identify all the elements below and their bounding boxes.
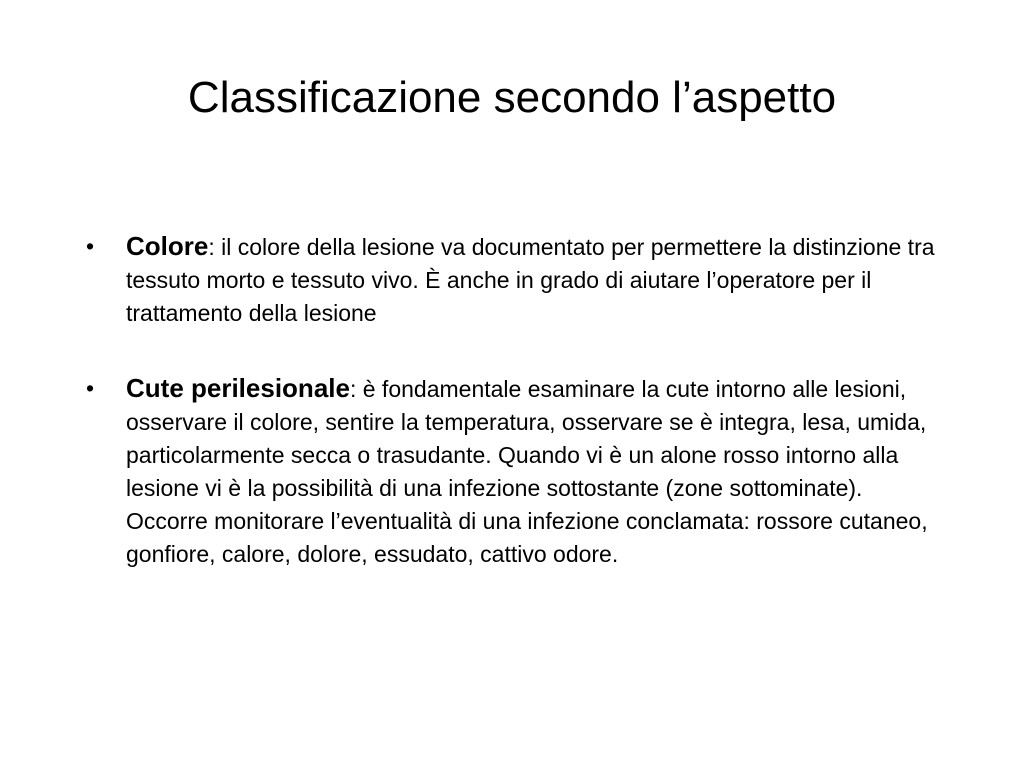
bullet-list <box>86 230 946 613</box>
bullet-term: Cute perilesionale <box>126 373 350 403</box>
bullet-dot-icon: • <box>86 233 95 259</box>
bullet-item-cute-perilesionale <box>86 372 946 571</box>
bullet-text: : è fondamentale esaminare la cute intorno alle lesioni, osservare il colore, sentire la temperatura, osservare se è integra, lesa, umida, particolarmente secca o trasudante. Quando vi è un alone rosso intorno alla lesione vi è la possibilità di una infezione sottostante (zone sottominate). Occorre monitorare l’eventualità di una infezione conclamata: rossore cutaneo, gonfiore, calore, dolore, essudato, cattivo odore. <box>126 376 928 567</box>
slide-title: Classificazione secondo l’aspetto <box>187 73 837 122</box>
bullet-item-colore <box>86 230 946 330</box>
bullet-dot-icon: • <box>86 375 95 401</box>
bullet-term: Colore <box>126 231 209 261</box>
bullet-text: : il colore della lesione va documentato per permettere la distinzione tra tessuto morto e tessuto vivo. È anche in grado di aiutare l’operatore per il trattamento della lesione <box>126 234 935 326</box>
